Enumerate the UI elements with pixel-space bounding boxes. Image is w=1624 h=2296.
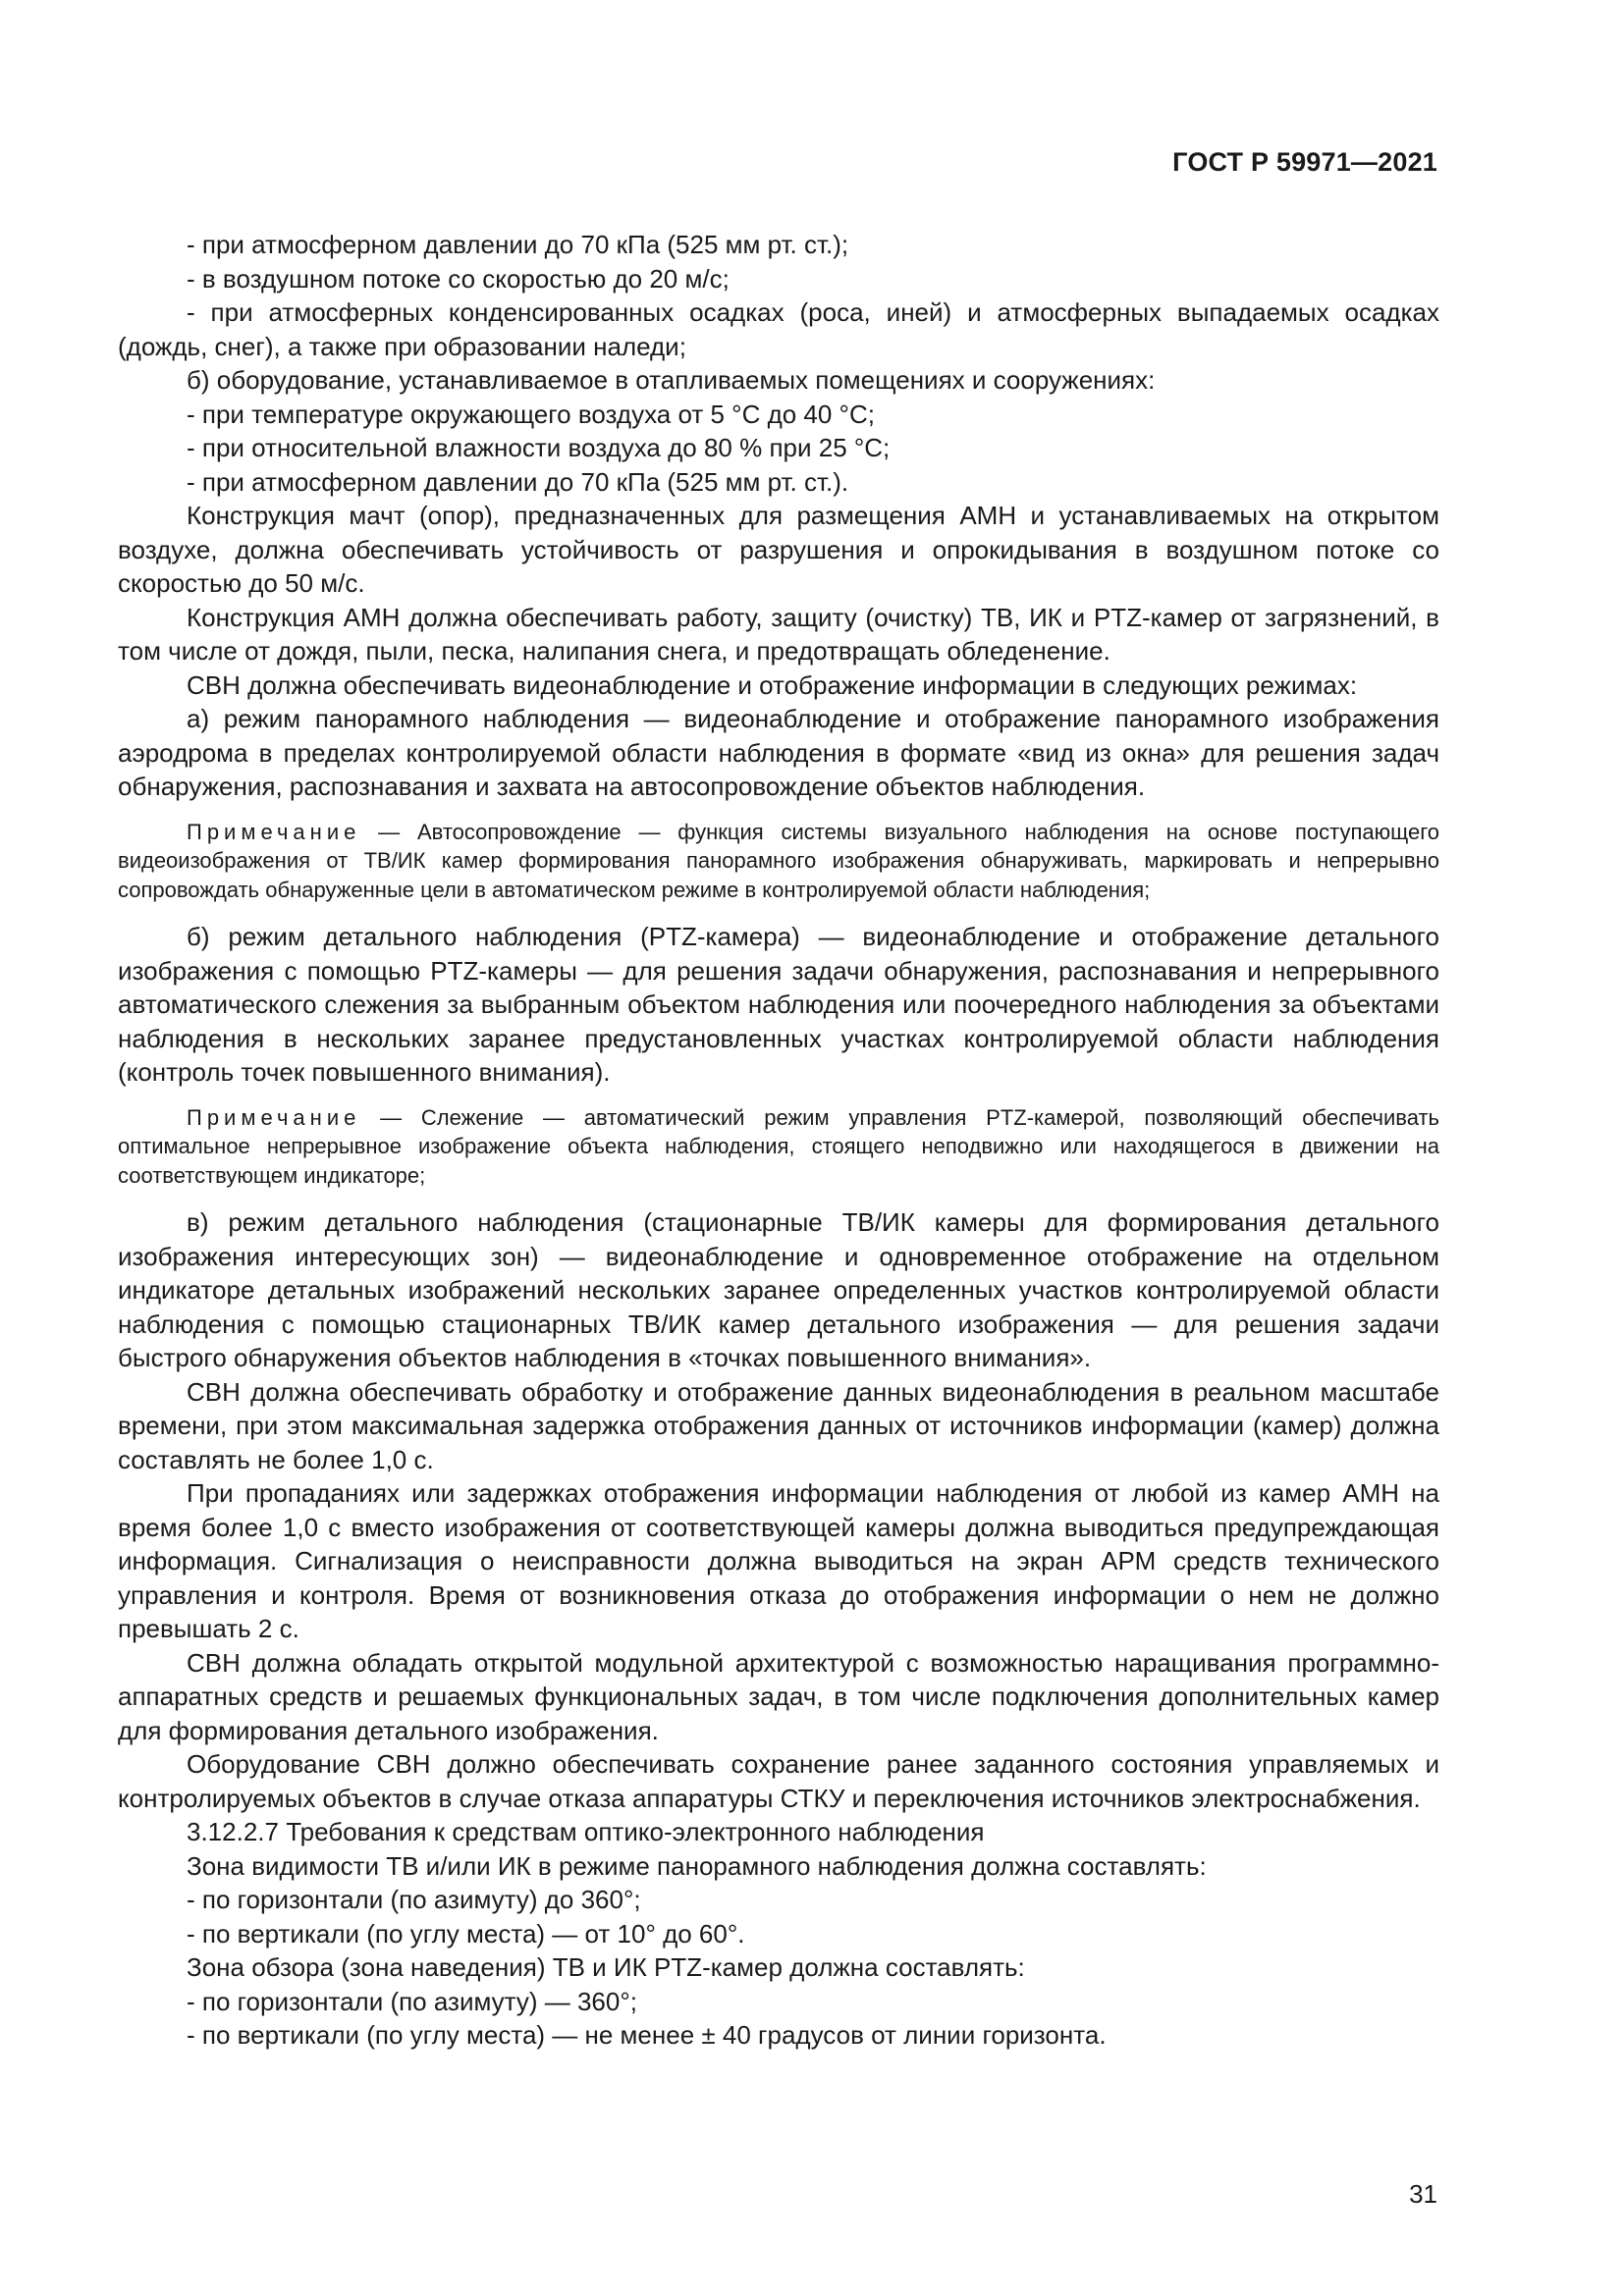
paragraph-19: - по горизонтали (по азимуту) до 360°; [187,1885,641,1914]
paragraph-6: - при относительной влажности воздуха до 80 % при 25 °С; [187,433,891,462]
section-heading: 3.12.2.7 Требования к средствам оптико-электронного наблюдения [187,1817,985,1846]
paragraph-8: Конструкция мачт (опор), предназначенных для размещения АМН и устанавливаемых на открытом воздухе, должна обеспечивать устойчивость от разрушения и опрокидывания в воздушном потоке со скоростью до 50 м/с. [118,501,1439,598]
paragraph-21: Зона обзора (зона наведения) ТВ и ИК PTZ-камер должна составлять: [187,1952,1025,1982]
paragraph-9: Конструкция АМН должна обеспечивать работу, защиту (очистку) ТВ, ИК и PTZ-камер от загрязнений, в том числе от дождя, пыли, песка, налипания снега, и предотвращать обледенение. [118,602,1439,666]
paragraph-4: б) оборудование, устанавливаемое в отапливаемых помещениях и сооружениях: [187,365,1156,395]
note-2 [118,1103,1439,1191]
note-1 [118,818,1439,905]
paragraph-10: СВН должна обеспечивать видеонаблюдение и отображение информации в следующих режимах: [187,669,1358,700]
document-header: ГОСТ Р 59971—2021 [1172,147,1437,177]
paragraph-23: - по вертикали (по углу места) — не менее ± 40 градусов от линии горизонта. [187,2020,1107,2050]
page-number: 31 [1409,2179,1437,2209]
paragraph-15: При пропаданиях или задержках отображения информации наблюдения от любой из камер АМН на время более 1,0 с вместо изображения от соответствующей камеры должна выводиться предупреждающая информация. Сигнализация о неисправности должна выводиться на экран АРМ средств технического управления и контроля. Время от возникновения отказа до отображения информации о нем не должно превышать 2 с. [118,1478,1439,1643]
paragraph-14: СВН должна обеспечивать обработку и отображение данных видеонаблюдения в реальном масштабе времени, при этом максимальная задержка отображения данных от источников информации (камер) должна составлять не более 1,0 с. [118,1376,1439,1474]
paragraph-13: в) режим детального наблюдения (стационарные ТВ/ИК камеры для формирования детального изображения интересующих зон) — видеонаблюдение и одновременное отображение на отдельном индикаторе детальных изображений нескольких заранее определенных участков контролируемой области наблюдения с помощью стационарных ТВ/ИК камер детального изображения — для решения задачи быстрого обнаружения объектов наблюдения в «точках повышенного внимания». [118,1207,1439,1372]
paragraph-20: - по вертикали (по углу места) — от 10° до 60°. [187,1918,745,1949]
paragraph-16: СВН должна обладать открытой модульной архитектурой с возможностью наращивания программно-аппаратных средств и решаемых функциональных задач, в том числе подключения дополнительных камер для формирования детального изображения. [118,1647,1439,1745]
paragraph-1: - при атмосферном давлении до 70 кПа (525 мм рт. ст.); [187,230,849,259]
document-body [118,228,1439,2053]
note-label: Примечание [187,1104,361,1130]
note-text: — Автосопровождение — функция системы визуального наблюдения на основе поступающего видеоизображения от ТВ/ИК камер формирования панорамного изображения обнаруживать, маркировать и непрерывно сопровождать обнаруженные цели в автоматическом режиме в контролируемой области наблюдения; [118,819,1439,902]
paragraph-3: - при атмосферных конденсированных осадках (роса, иней) и атмосферных выпадаемых осадках (дождь, снег), а также при образовании наледи; [118,297,1439,361]
paragraph-22: - по горизонтали (по азимуту) — 360°; [187,1986,637,2016]
paragraph-12: б) режим детального наблюдения (PTZ-камера) — видеонаблюдение и отображение детального изображения с помощью PTZ-камеры — для решения задачи обнаружения, распознавания и непрерывного автоматического слежения за выбранным объектом наблюдения или поочередного наблюдения за объектами наблюдения в нескольких заранее предустановленных участках контролируемой области наблюдения (контроль точек повышенного внимания). [118,922,1439,1087]
paragraph-11: а) режим панорамного наблюдения — видеонаблюдение и отображение панорамного изображения аэродрома в пределах контролируемой области наблюдения в формате «вид из окна» для решения задач обнаружения, распознавания и захвата на автосопровождение объектов наблюдения. [118,704,1439,801]
note-text: — Слежение — автоматический режим управления PTZ-камерой, позволяющий обеспечивать оптимальное непрерывное изображение объекта наблюдения, стоящего неподвижно или находящегося в движении на соответствующем индикаторе; [118,1104,1439,1188]
paragraph-5: - при температуре окружающего воздуха от 5 °С до 40 °С; [187,399,875,429]
note-label: Примечание [187,819,361,844]
paragraph-7: - при атмосферном давлении до 70 кПа (525 мм рт. ст.). [187,466,849,497]
paragraph-18: Зона видимости ТВ и/или ИК в режиме панорамного наблюдения должна составлять: [187,1850,1207,1881]
paragraph-2: - в воздушном потоке со скоростью до 20 м/с; [187,263,730,294]
paragraph-17: Оборудование СВН должно обеспечивать сохранение ранее заданного состояния управляемых и контролируемых объектов в случае отказа аппаратуры СТКУ и переключения источников электроснабжения. [118,1749,1439,1813]
